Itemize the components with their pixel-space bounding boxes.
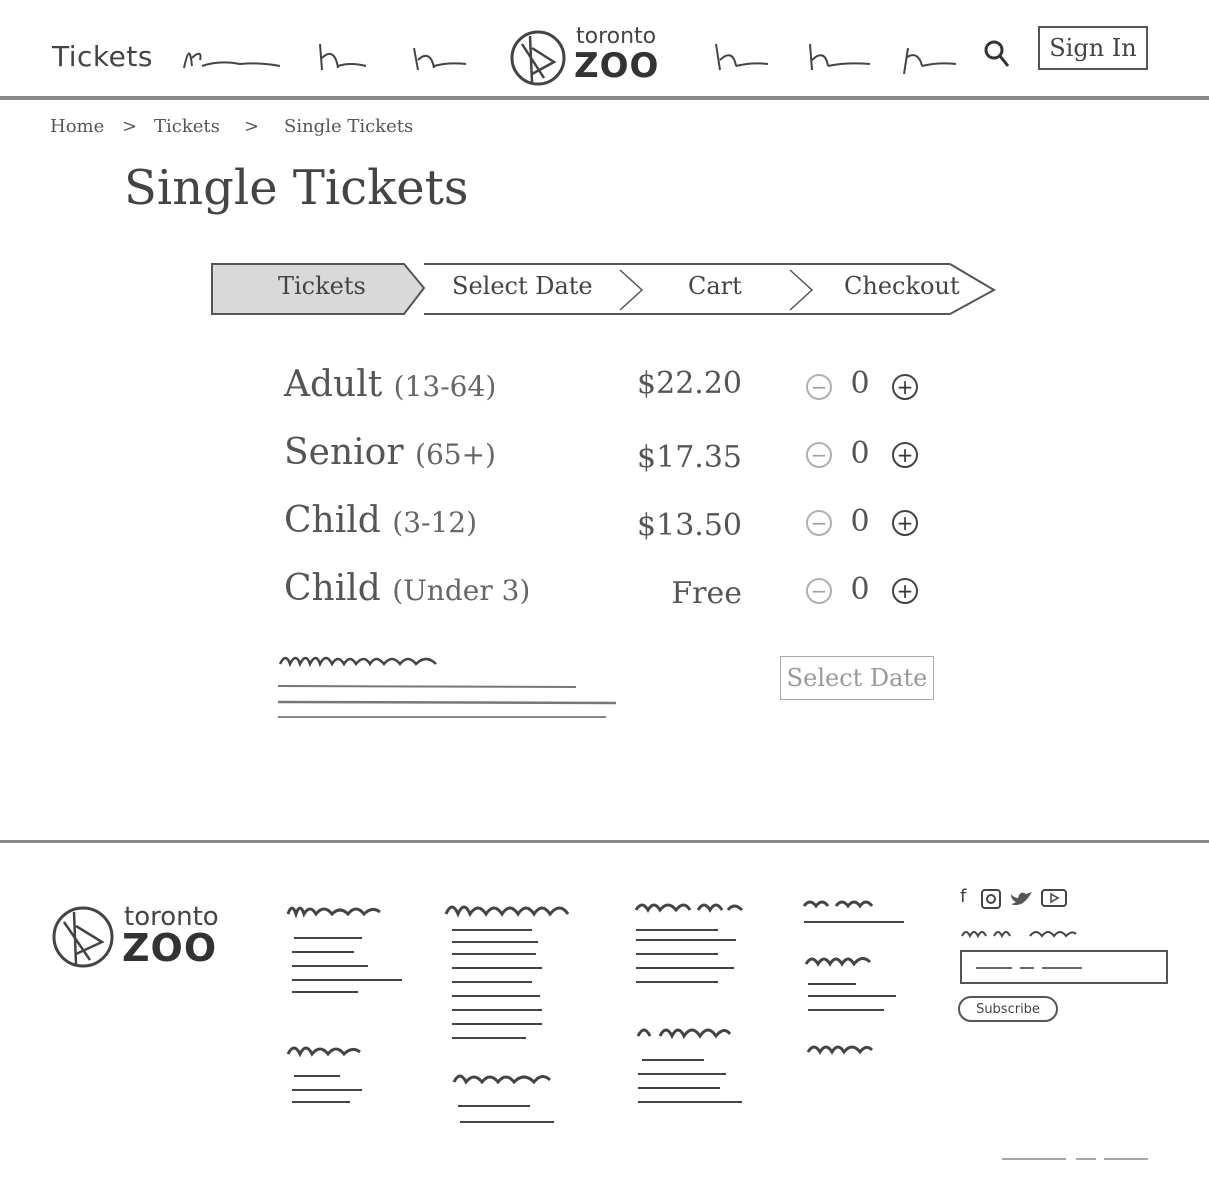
header-divider — [0, 96, 1209, 100]
decrement-button[interactable]: − — [806, 442, 832, 468]
search-icon[interactable] — [982, 38, 1012, 70]
footer-legal-scribble[interactable] — [1000, 1154, 1150, 1164]
logo-text-zoo: ZOO — [574, 46, 660, 86]
sign-in-button[interactable]: Sign In — [1038, 26, 1148, 70]
step-select-date[interactable]: Select Date — [452, 272, 593, 300]
ticket-name-adult — [284, 364, 496, 405]
facebook-icon[interactable]: f — [960, 886, 967, 907]
increment-button[interactable]: + — [892, 578, 918, 604]
footer-zoo-logo-icon[interactable] — [50, 904, 116, 970]
quantity-field[interactable]: 0 — [850, 436, 870, 471]
ticket-price: $17.35 — [637, 440, 742, 475]
nav-item-scribble-4 — [716, 44, 768, 70]
step-cart[interactable]: Cart — [688, 272, 742, 300]
breadcrumb-tickets[interactable]: Tickets — [154, 116, 220, 137]
breadcrumb-current: Single Tickets — [284, 116, 414, 137]
subscribe-button[interactable]: Subscribe — [958, 996, 1058, 1022]
footer-link-columns[interactable] — [284, 896, 924, 1132]
quantity-field[interactable]: 0 — [850, 366, 870, 401]
ticket-age-range: (65+) — [415, 438, 496, 471]
page-title: Single Tickets — [124, 160, 469, 216]
nav-tickets[interactable]: Tickets — [52, 40, 153, 73]
quantity-field[interactable]: 0 — [850, 572, 870, 607]
input-placeholder-scribble — [962, 952, 1166, 982]
ticket-age-range: (13-64) — [393, 370, 497, 403]
breadcrumb-separator: > — [244, 116, 260, 137]
ticket-type: Adult — [284, 364, 383, 405]
footer-logo-text-zoo: ZOO — [122, 926, 218, 970]
increment-button[interactable]: + — [892, 374, 918, 400]
youtube-icon[interactable] — [1040, 888, 1068, 910]
ticket-type: Child — [284, 568, 381, 609]
nav-item-scribble-6 — [904, 48, 956, 74]
step-checkout[interactable]: Checkout — [844, 272, 960, 300]
instagram-icon[interactable] — [980, 888, 1002, 910]
ticket-price: $13.50 — [637, 508, 742, 543]
ticket-price: Free — [671, 576, 742, 611]
zoo-logo-icon[interactable] — [508, 28, 568, 88]
nav-scribbles-left[interactable] — [180, 40, 520, 74]
nav-scribbles-right[interactable] — [712, 40, 972, 74]
newsletter-label-scribble — [960, 924, 1080, 940]
ticket-name-senior — [284, 432, 496, 473]
breadcrumb-separator: > — [122, 116, 138, 137]
quantity-field[interactable]: 0 — [850, 504, 870, 539]
nav-item-scribble-1 — [184, 53, 280, 68]
nav-item-scribble-2 — [320, 44, 366, 70]
ticket-age-range: (Under 3) — [392, 574, 531, 607]
ticket-note-scribble — [276, 650, 621, 722]
ticket-type: Senior — [284, 432, 404, 473]
footer-divider — [0, 840, 1209, 843]
decrement-button[interactable]: − — [806, 374, 832, 400]
ticket-type: Child — [284, 500, 381, 541]
nav-item-scribble-5 — [810, 44, 870, 70]
ticket-price: $22.20 — [637, 366, 742, 401]
increment-button[interactable]: + — [892, 510, 918, 536]
select-date-button[interactable]: Select Date — [780, 656, 934, 700]
ticket-name-child — [284, 500, 477, 541]
breadcrumb-home[interactable]: Home — [50, 116, 105, 137]
logo-text-toronto: toronto — [576, 24, 657, 49]
newsletter-email-input[interactable] — [960, 950, 1168, 984]
step-tickets[interactable]: Tickets — [278, 272, 366, 300]
ticket-age-range: (3-12) — [392, 506, 478, 539]
decrement-button[interactable]: − — [806, 510, 832, 536]
ticket-name-infant — [284, 568, 530, 609]
twitter-icon[interactable] — [1008, 888, 1034, 910]
footer-logo-text-toronto: toronto — [124, 902, 219, 932]
nav-item-scribble-3 — [414, 48, 466, 70]
increment-button[interactable]: + — [892, 442, 918, 468]
decrement-button[interactable]: − — [806, 578, 832, 604]
